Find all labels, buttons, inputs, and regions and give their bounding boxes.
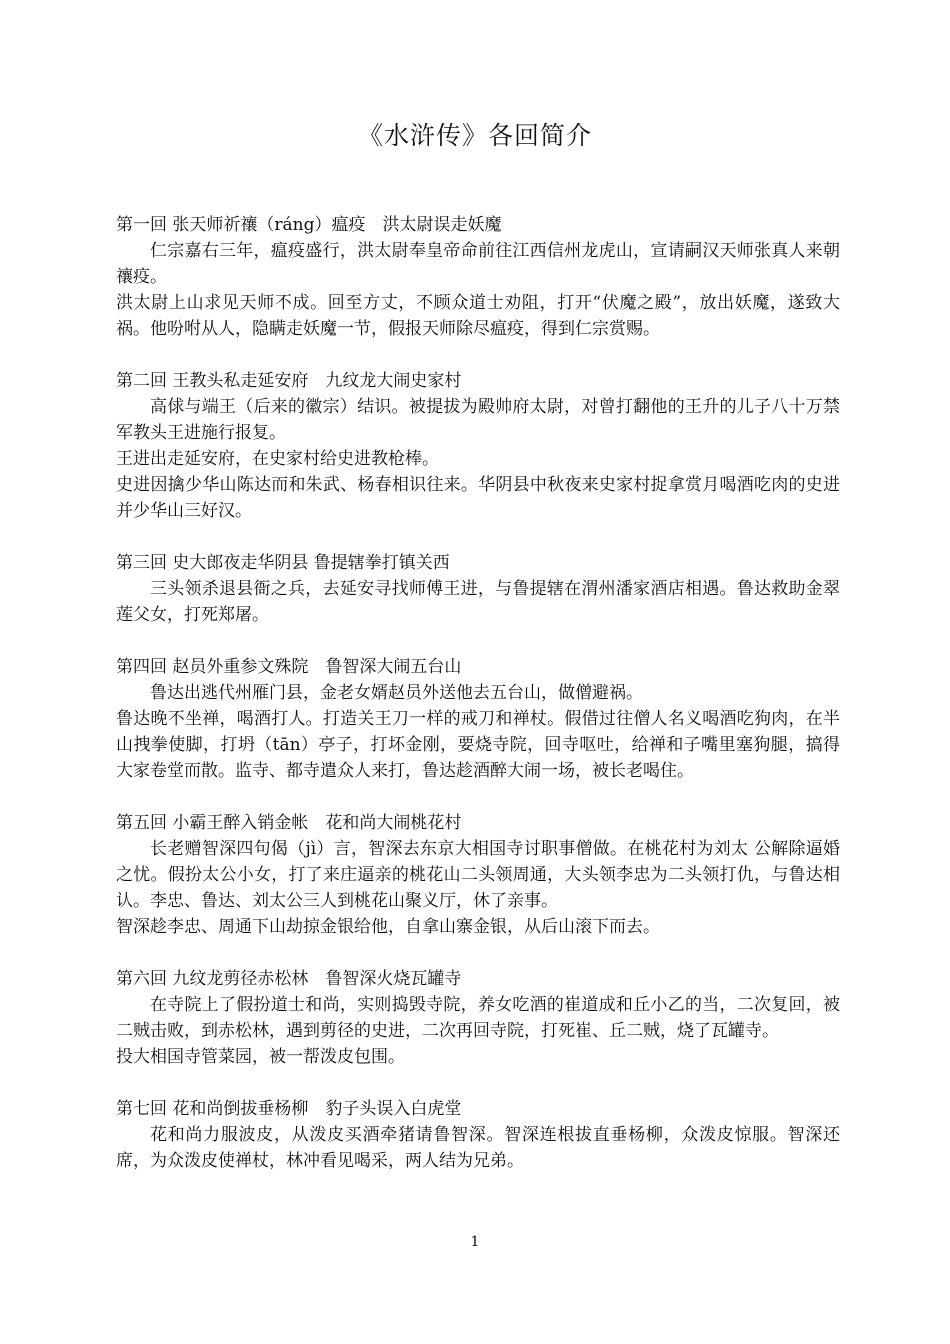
chapter-paragraph: 史进因擒少华山陈达而和朱武、杨春相识往来。华阴县中秋夜来史家村捉拿赏月喝酒吃肉的史进并少华山三好汉。	[116, 475, 840, 521]
chapter-section	[116, 654, 840, 784]
chapter-paragraph: 高俅与端王（后来的徽宗）结识。被提拔为殿帅府太尉，对曾打翻他的王升的儿子八十万禁军教头王进施行报复。	[116, 397, 840, 443]
chapter-paragraph: 长老赠智深四句偈（jì）言，智深去东京大相国寺讨职事僧做。在桃花村为刘太 公解除逼婚之忧。假扮太公小女，打了来庄逼亲的桃花山二头领周通，大头领李忠为二头领打仇，与鲁达相认。李忠、鲁达、刘太公三人到桃花山聚义厅，休了亲事。	[116, 839, 840, 911]
chapter-section	[116, 212, 840, 342]
page-number: 1	[470, 1234, 480, 1250]
chapter-paragraph: 仁宗嘉右三年，瘟疫盛行，洪太尉奉皇帝命前往江西信州龙虎山，宣请嗣汉天师张真人来朝禳疫。	[116, 241, 840, 287]
chapter-heading: 第五回 小霸王醉入销金帐 花和尚大闹桃花村	[116, 813, 462, 833]
chapter-heading: 第三回 史大郎夜走华阴县 鲁提辖拳打镇关西	[116, 553, 450, 573]
chapter-section	[116, 368, 840, 524]
chapter-paragraph: 王进出走延安府，在史家村给史进教枪棒。	[116, 449, 439, 469]
chapter-paragraph: 三头领杀退县衙之兵，去延安寻找师傅王进，与鲁提辖在渭州潘家酒店相遇。鲁达救助金翠莲父女，打死郑屠。	[116, 579, 840, 625]
chapter-section	[116, 966, 840, 1070]
chapter-heading: 第六回 九纹龙剪径赤松林 鲁智深火烧瓦罐寺	[116, 969, 462, 989]
chapter-section	[116, 550, 840, 628]
document-body	[116, 212, 840, 1200]
chapter-heading: 第二回 王教头私走延安府 九纹龙大闹史家村	[116, 371, 462, 391]
chapter-paragraph: 花和尚力服波皮，从泼皮买酒牵猪请鲁智深。智深连根拔直垂杨柳，众泼皮惊服。智深还席，为众泼皮使禅杖，林冲看见喝采，两人结为兄弟。	[116, 1125, 840, 1171]
document-title: 《水浒传》各回简介	[357, 121, 592, 150]
chapter-paragraph: 在寺院上了假扮道士和尚，实则捣毁寺院，养女吃酒的崔道成和丘小乙的当，二次复回，被二贼击败，到赤松林，遇到剪径的史进，二次再回寺院，打死崔、丘二贼，烧了瓦罐寺。	[116, 995, 840, 1041]
chapter-section	[116, 1096, 840, 1174]
chapter-paragraph: 鲁达出逃代州雁门县，金老女婿赵员外送他去五台山，做僧避祸。	[150, 683, 643, 703]
chapter-section	[116, 810, 840, 940]
chapter-heading: 第七回 花和尚倒拔垂杨柳 豹子头误入白虎堂	[116, 1099, 462, 1119]
chapter-paragraph: 洪太尉上山求见天师不成。回至方丈，不顾众道士劝阻，打开“伏魔之殿”，放出妖魔，遂致大祸。他吩咐从人，隐瞒走妖魔一节，假报天师除尽瘟疫，得到仁宗赏赐。	[116, 293, 840, 339]
chapter-paragraph: 鲁达晚不坐禅，喝酒打人。打造关王刀一样的戒刀和禅杖。假借过往僧人名义喝酒吃狗肉，在半山拽拳使脚，打坍（tān）亭子，打坏金刚，要烧寺院，回寺呕吐，给禅和子嘴里塞狗腿，搞得大家卷堂而散。监寺、都寺遣众人来打，鲁达趁酒醉大闹一场，被长老喝住。	[116, 709, 840, 781]
chapter-heading: 第四回 赵员外重参文殊院 鲁智深大闹五台山	[116, 657, 462, 677]
chapter-heading: 第一回 张天师祈禳（ráng）瘟疫 洪太尉误走妖魔	[116, 215, 502, 235]
chapter-paragraph: 智深趁李忠、周通下山劫掠金银给他，自拿山寨金银，从后山滚下而去。	[116, 917, 660, 937]
chapter-paragraph: 投大相国寺管菜园，被一帮泼皮包围。	[116, 1047, 405, 1067]
